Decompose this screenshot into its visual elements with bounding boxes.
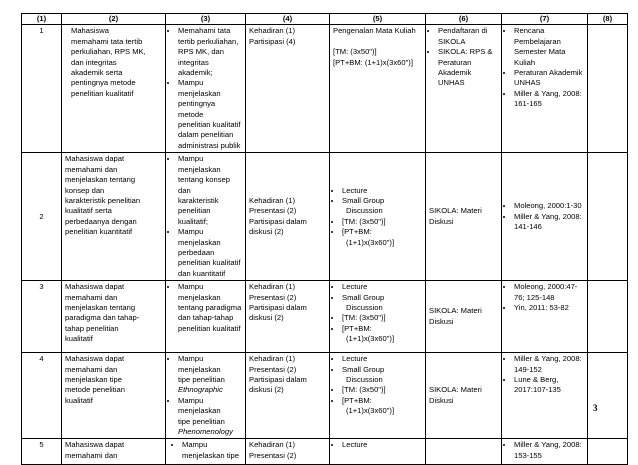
text-line: • Lecture (342, 185, 368, 195)
text-line: • Mampu menjelaskan (178, 354, 221, 374)
text-line: perbedaan (178, 247, 215, 257)
text-line: penelitian kualitatif; (178, 206, 211, 226)
indicators-cell (166, 439, 246, 465)
empty-cell (588, 25, 628, 153)
criteria-cell (246, 153, 330, 281)
text-line: 161-165 (514, 99, 542, 109)
method-cell (330, 439, 426, 465)
text-line: menjelaskan tipe (65, 374, 122, 384)
text-line: dalam penelitian (178, 130, 234, 140)
text-line: • [TM: (3x50")] (342, 216, 386, 226)
text-line: metode penelitian (65, 385, 125, 395)
table-row (22, 153, 628, 281)
material-cell (426, 25, 502, 153)
text-line: Kehadiran (1) (249, 440, 296, 450)
list-item (342, 282, 422, 292)
list-item (342, 440, 422, 450)
text-line: (1+1)x(3x60")] (346, 334, 395, 344)
criteria-cell (246, 281, 330, 353)
text-line: 141-146 (514, 221, 542, 231)
list-item (514, 89, 584, 110)
references-cell (502, 25, 588, 153)
text-line: • Lune & Berg, (514, 374, 559, 384)
method-cell (330, 353, 426, 439)
empty-cell (588, 153, 628, 281)
text-line: dan kuantitatif (178, 268, 226, 278)
text-line: Pembelajaran (514, 36, 561, 46)
header-cell: (8) (588, 14, 628, 25)
text-line: • Yin, 2011: 53-82 (514, 302, 569, 312)
list-item (342, 217, 422, 227)
criteria-cell (246, 353, 330, 439)
text-line: [PT+BM: (1+1)x(3x60")] (333, 57, 413, 67)
references-cell (502, 439, 588, 465)
text-line: Partisipasi dalam (249, 374, 307, 384)
text-line: • Rencana (514, 26, 545, 36)
indicators-cell (166, 281, 246, 353)
header-cell: (3) (166, 14, 246, 25)
header-cell: (4) (246, 14, 330, 25)
text-line: • Small Group (342, 292, 385, 302)
text-line: Discussion (346, 206, 383, 216)
references-cell (502, 353, 588, 439)
list-item (342, 313, 422, 323)
list-item (178, 154, 242, 227)
text-line: • Pendaftaran di SIKOLA (438, 26, 488, 46)
text-line: Partisipasi (4) (249, 36, 296, 46)
list-item (178, 26, 242, 78)
method-cell (330, 153, 426, 281)
text-line: Ethnographic (178, 385, 223, 395)
text-line: (1+1)x(3x60")] (346, 237, 395, 247)
text-line: • Small Group (342, 195, 385, 205)
material-cell (426, 439, 502, 465)
text-line: pentingnya metode (178, 99, 216, 119)
week-number: 1 (22, 25, 62, 153)
text-line: karakteristik (178, 195, 219, 205)
text-line: RPS MK, dan (178, 47, 225, 57)
header-row (22, 14, 628, 25)
text-line: Presentasi (2) (249, 450, 297, 460)
text-line: • SIKOLA: RPS & (438, 47, 493, 57)
text-line: penelitian kualitatif (178, 258, 241, 268)
list-item (514, 303, 584, 313)
list-item (178, 282, 242, 334)
text-line: • Mampu menjelaskan (178, 227, 221, 247)
text-line: menjelaskan tentang (65, 302, 136, 312)
list-item (178, 396, 242, 438)
objective-cell (62, 353, 166, 439)
text-line: penelitian kualitatif (178, 323, 241, 333)
references-cell (502, 281, 588, 353)
text-line: • Miller & Yang, 2008: (514, 440, 582, 450)
list-item (178, 227, 242, 279)
list-item (514, 212, 584, 233)
empty-cell (588, 353, 628, 439)
text-line: kualitatif serta (65, 206, 112, 216)
list-item (342, 186, 422, 196)
text-line: Partisipasi dalam (249, 302, 307, 312)
text-line: • Lecture (342, 354, 368, 364)
text-line: Peraturan Akademik (438, 57, 472, 78)
indicators-cell (166, 25, 246, 153)
text-line: • Mampu (182, 440, 208, 450)
text-line: akademik serta (71, 68, 123, 78)
week-number: 3 (22, 281, 62, 353)
text-line: • Miller & Yang, 2008: (514, 88, 582, 98)
text-line: tentang paradigma (178, 302, 242, 312)
list-item (514, 26, 584, 68)
list-item (514, 354, 584, 375)
text-line: Pengenalan Mata Kuliah (333, 26, 416, 36)
indicators-cell (166, 353, 246, 439)
list-item (514, 201, 584, 211)
text-line: • Memahami tata (178, 26, 231, 36)
text-line: UNHAS (438, 78, 465, 88)
text-line: dan tahap-tahap (178, 313, 234, 323)
text-line: Mahasiswa (71, 26, 109, 36)
text-line: Mahasiswa dapat (65, 282, 125, 292)
material-cell: SIKOLA: Materi Diskusi (426, 353, 502, 439)
indicators-cell (166, 153, 246, 281)
text-line: tipe penelitian (178, 374, 225, 384)
list-item (342, 354, 422, 364)
text-line: Presentasi (2) (249, 206, 297, 216)
text-line: perbedaanya dengan (65, 216, 137, 226)
text-line: • [PT+BM: (342, 227, 372, 237)
objective-cell (62, 281, 166, 353)
list-item (342, 396, 422, 417)
text-line: Semester Mata (514, 47, 566, 57)
list-item (178, 354, 242, 396)
text-line: kualitatif (65, 395, 93, 405)
text-line: diskusi (2) (249, 385, 284, 395)
text-line: • Lecture (342, 440, 368, 450)
objective-cell (62, 25, 166, 153)
method-cell (330, 281, 426, 353)
text-line: • [PT+BM: (342, 323, 372, 333)
week-number: 5 (22, 439, 62, 465)
material-cell: SIKOLA: Materi Diskusi (426, 153, 502, 281)
text-line: administrasi publik (178, 140, 241, 150)
text-line: memahami dan (65, 364, 118, 374)
text-line: Mahasiswa dapat (65, 154, 125, 164)
text-line: • Miller & Yang, 2008: (514, 211, 582, 221)
week-number: 4 (22, 353, 62, 439)
rps-table (21, 13, 628, 465)
text-line: • Moleong, 2000:1-30 (514, 201, 582, 211)
text-line: Presentasi (2) (249, 292, 297, 302)
text-line: memahami dan (65, 164, 118, 174)
page-number: 3 (593, 403, 598, 413)
week-number: 2 (22, 153, 62, 281)
text-line: • [TM: (3x50")] (342, 385, 386, 395)
empty-cell (588, 439, 628, 465)
text-line: Mahasiswa dapat (65, 354, 125, 364)
list-item (178, 78, 242, 151)
table-row (22, 439, 628, 465)
list-item (342, 196, 422, 217)
criteria-cell (246, 25, 330, 153)
material-cell: SIKOLA: Materi Diskusi (426, 281, 502, 353)
text-line: diskusi (2) (249, 313, 284, 323)
text-line: UNHAS (514, 78, 541, 88)
text-line: • Peraturan Akademik (514, 68, 583, 78)
text-line: memahami dan (65, 450, 118, 460)
text-line: penelitian kuantitatif (65, 227, 133, 237)
header-cell: (7) (502, 14, 588, 25)
text-line: diskusi (2) (249, 227, 284, 237)
text-line: menjelaskan tipe (182, 450, 239, 460)
list-item (342, 227, 422, 248)
text-line: pentingnya metode (71, 78, 136, 88)
text-line: Partisipasi dalam (249, 216, 307, 226)
text-line: Phenomenology (178, 427, 233, 436)
text-line: Presentasi (2) (249, 364, 297, 374)
rps-table-page (21, 13, 627, 465)
list-item (438, 47, 498, 89)
text-line: (1+1)x(3x60")] (346, 406, 395, 416)
text-line: • Mampu menjelaskan (178, 282, 221, 302)
text-line: [TM: (3x50")] (333, 47, 377, 57)
header-cell: (2) (62, 14, 166, 25)
text-line: dan integritas (71, 57, 117, 67)
table-row (22, 281, 628, 353)
header-cell: (5) (330, 14, 426, 25)
text-line: Kuliah (514, 57, 536, 67)
text-line: integritas akademik; (178, 57, 213, 78)
list-item (514, 375, 584, 396)
table-row (22, 353, 628, 439)
list-item (342, 293, 422, 314)
text-line: paradigma dan tahap- (65, 313, 140, 323)
text-line: tahap penelitian (65, 323, 119, 333)
text-line: penelitian kualitatif (71, 88, 134, 98)
text-line: • Mampu menjelaskan (178, 154, 221, 174)
text-line: 2017:107-135 (514, 385, 561, 395)
method-cell (330, 25, 426, 153)
text-line: perkuliahan, RPS MK, (71, 47, 146, 57)
text-line: • Mampu menjelaskan (178, 395, 221, 416)
header-cell: (6) (426, 14, 502, 25)
text-line: • Miller & Yang, 2008: (514, 354, 582, 364)
text-line: memahami dan (65, 292, 118, 302)
list-item (514, 282, 584, 303)
text-line: Kehadiran (1) (249, 354, 296, 364)
text-line: • [TM: (3x50")] (342, 313, 386, 323)
text-line: 149-152 (514, 364, 542, 374)
text-line: tipe penelitian (178, 416, 225, 426)
text-line: Kehadiran (1) (249, 282, 296, 292)
text-line: Kehadiran (1) (249, 26, 296, 36)
references-cell (502, 153, 588, 281)
text-line: Discussion (346, 374, 383, 384)
text-line: • [PT+BM: (342, 395, 372, 405)
text-line: 76; 125-148 (514, 292, 555, 302)
objective-cell (62, 153, 166, 281)
list-item (342, 365, 422, 386)
text-line (333, 37, 422, 47)
text-line: Mahasiswa dapat (65, 440, 125, 450)
empty-cell (588, 281, 628, 353)
text-line: konsep dan (65, 185, 105, 195)
text-line: • Moleong, 2000:47- (514, 282, 578, 292)
objective-cell (62, 439, 166, 465)
text-line: • Mampu menjelaskan (178, 78, 221, 98)
text-line: Kehadiran (1) (249, 195, 296, 205)
text-line: Discussion (346, 302, 383, 312)
list-item (438, 26, 498, 47)
text-line: tentang konsep dan (178, 175, 230, 195)
text-line: penelitian kualitatif (178, 120, 241, 130)
text-line: karakteristik penelitian (65, 195, 141, 205)
criteria-cell (246, 439, 330, 465)
list-item (342, 385, 422, 395)
text-line: • Lecture (342, 282, 368, 292)
header-cell: (1) (22, 14, 62, 25)
text-line: 153-155 (514, 450, 542, 460)
text-line: • Small Group (342, 364, 385, 374)
table-row (22, 25, 628, 153)
text-line: kualitatif (65, 334, 93, 344)
text-line: menjelaskan tentang (65, 175, 136, 185)
text-line: memahami tata tertib (71, 36, 143, 46)
list-item (342, 324, 422, 345)
list-item (514, 68, 584, 89)
text-line: tertib perkuliahan, (178, 36, 239, 46)
